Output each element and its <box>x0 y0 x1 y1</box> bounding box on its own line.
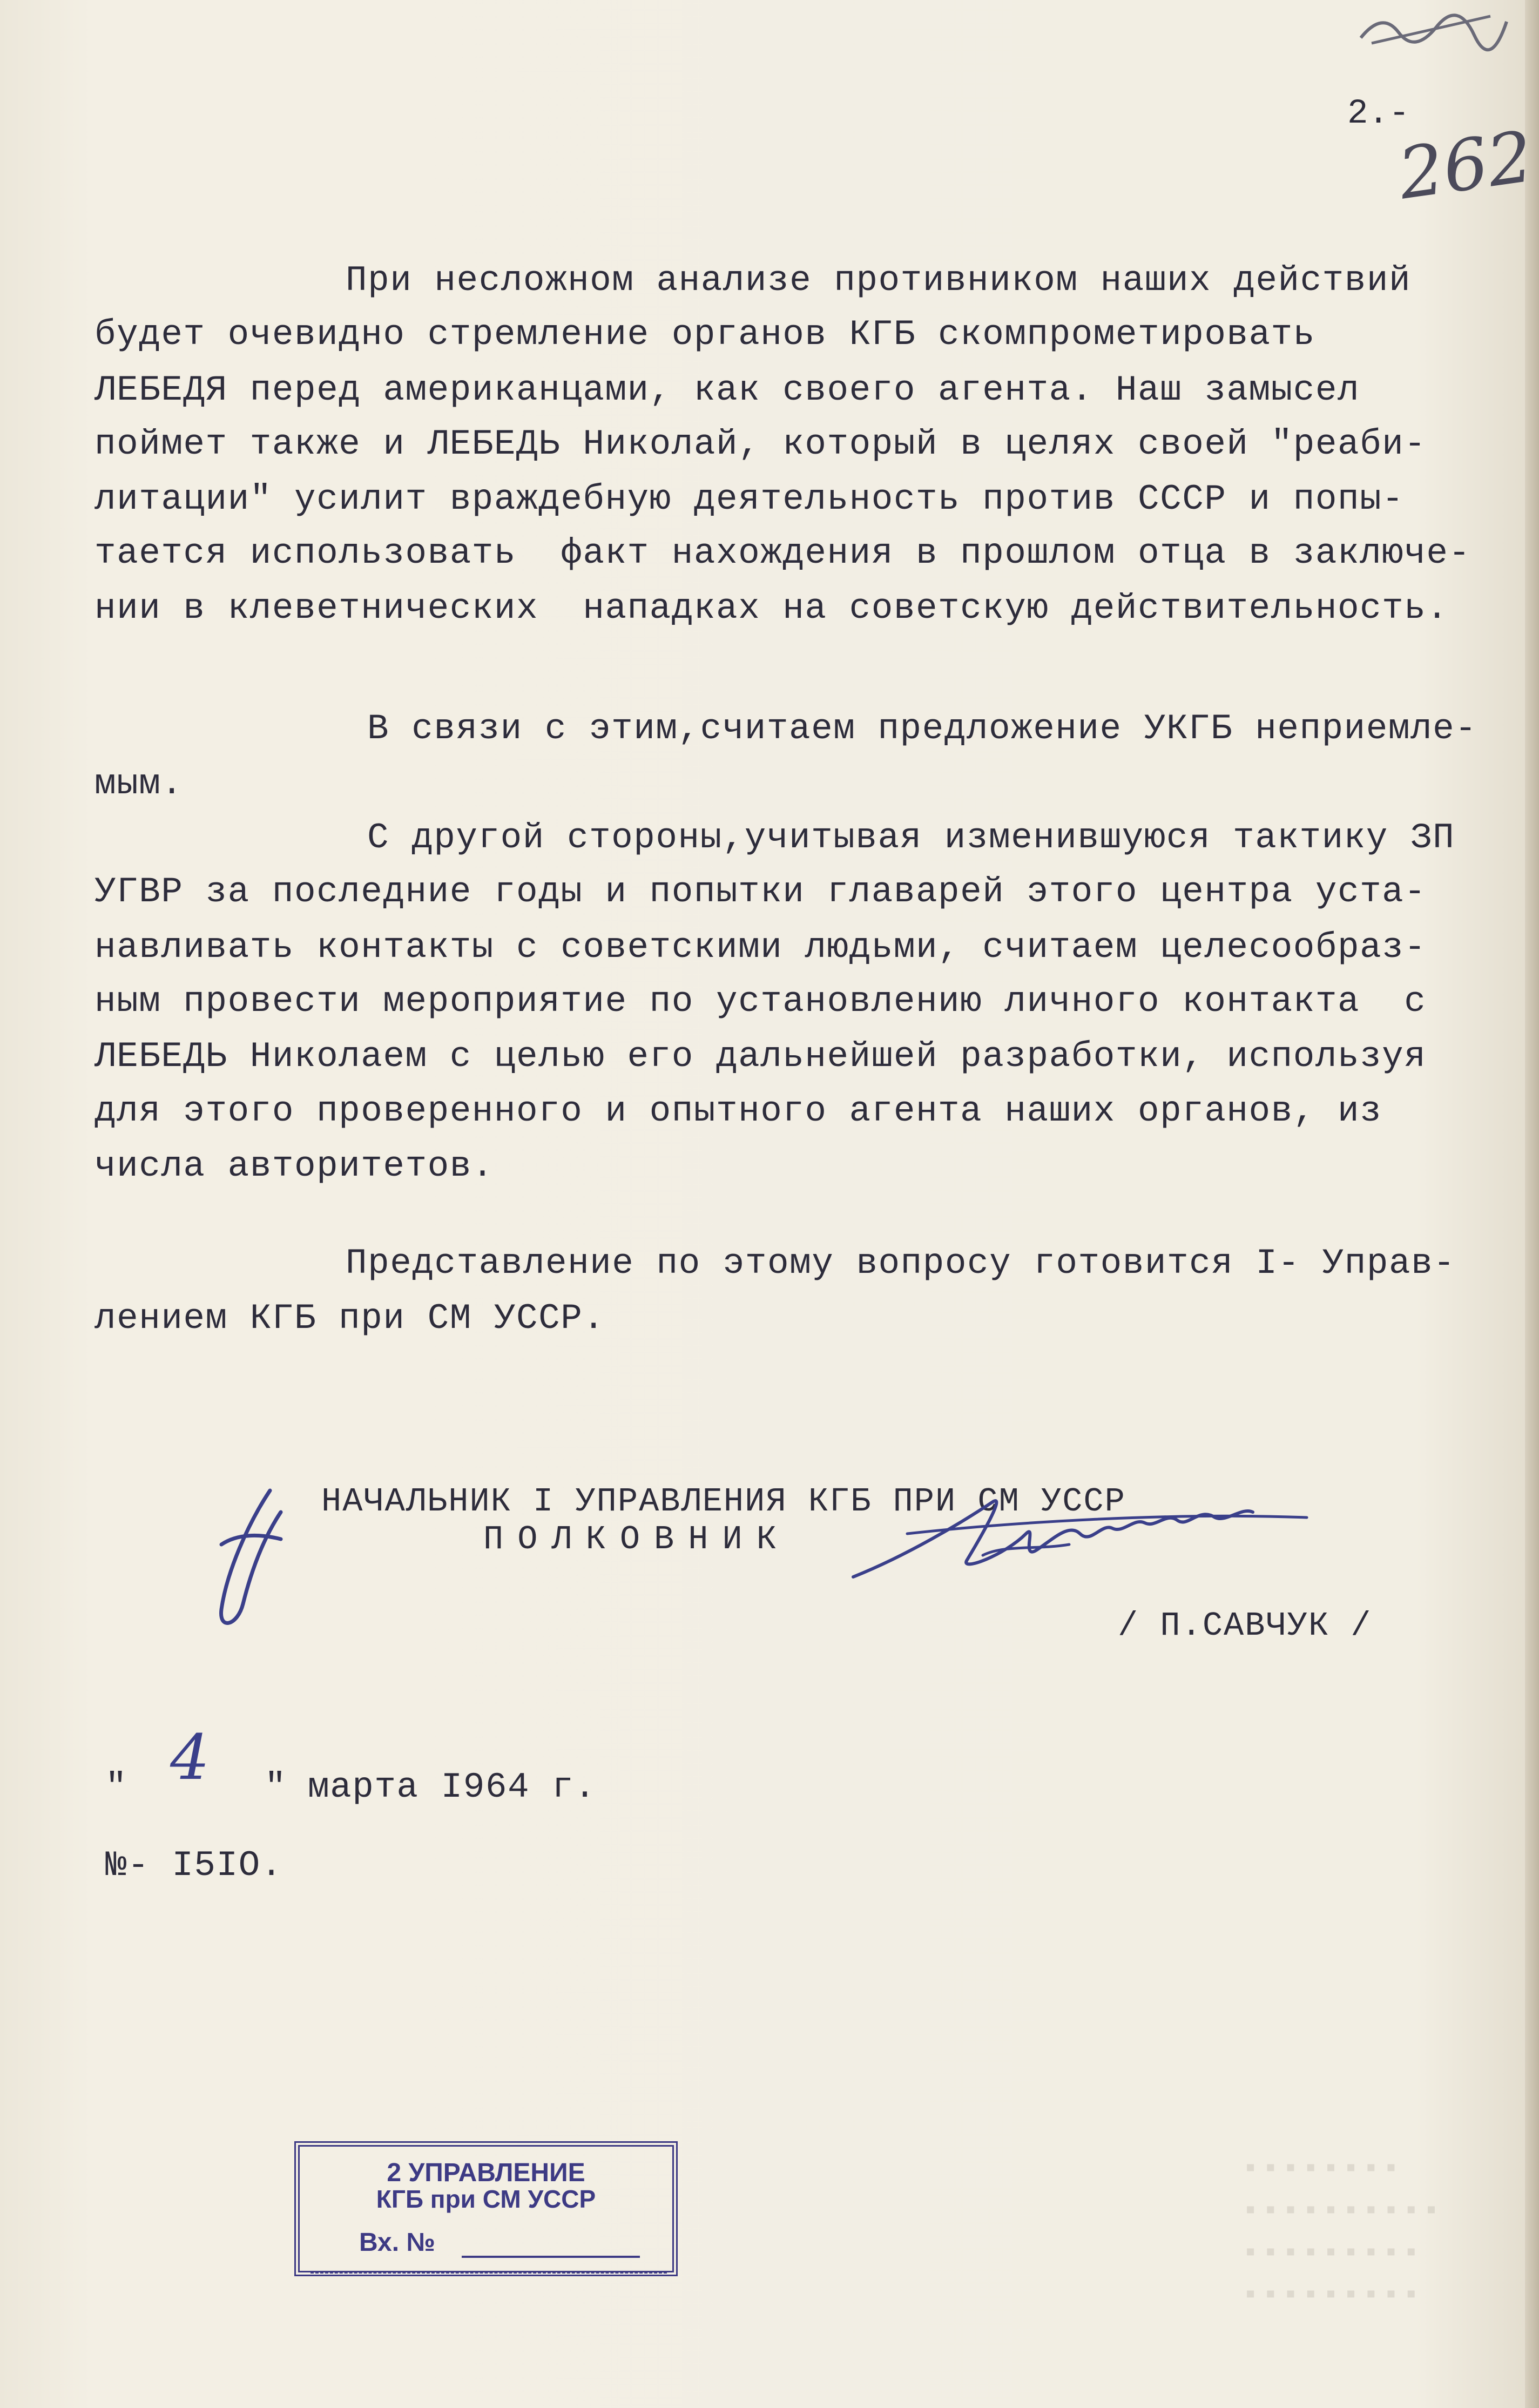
signatory-name: / П.САВЧУК / <box>1118 1607 1372 1645</box>
date-day-handwritten: 4 <box>170 1722 210 1794</box>
body-line: ным провести мероприятие по установлению личного контакта с <box>94 981 1427 1022</box>
body-line: тается использовать факт нахождения в прошлом отца в заключе- <box>94 533 1471 574</box>
body-line: Представление по этому вопросу готовится I- Управ- <box>346 1243 1456 1284</box>
body-line: будет очевидно стремление органов КГБ скомпрометировать <box>94 314 1315 355</box>
document-number: №- I5IO. <box>105 1845 283 1886</box>
stamp-fill-line <box>462 2256 640 2258</box>
registration-stamp <box>294 2141 678 2276</box>
stamp-line-3: Вх. № <box>359 2228 435 2257</box>
page-edge <box>1525 0 1539 2408</box>
bleed-through-text: ▪▪▪▪▪▪▪▪ ▪▪▪▪▪▪▪▪▪▪ ▪▪▪▪▪▪▪▪▪ ▪▪▪▪▪▪▪▪▪ <box>1242 2153 1443 2311</box>
stamp-line-2: КГБ при СМ УССР <box>376 2185 596 2213</box>
handwritten-page-number: 262 <box>1393 115 1538 215</box>
date-open-quote: " <box>105 1767 128 1807</box>
body-line: нии в клеветнических нападках на советскую действительность. <box>94 588 1449 629</box>
body-line: мым. <box>94 764 184 804</box>
body-line: УГВР за последние годы и попытки главарей этого центра уста- <box>94 872 1427 912</box>
signatory-rank: ПОЛКОВНИК <box>483 1520 791 1559</box>
body-line: литации" усилит враждебную деятельность против СССР и попы- <box>94 479 1405 520</box>
date-close-quote: " <box>265 1767 287 1807</box>
page-number: 2.- <box>1347 95 1410 133</box>
body-line: поймет также и ЛЕБЕДЬ Николай, который в целях своей "реаби- <box>94 424 1427 464</box>
body-line: лением КГБ при СМ УССР. <box>94 1298 605 1339</box>
body-line: ЛЕБЕДЯ перед американцами, как своего агента. Наш замысел <box>94 370 1360 410</box>
handwritten-initial-mark <box>205 1480 313 1642</box>
body-line: В связи с этим,считаем предложение УКГБ неприемле- <box>367 709 1477 749</box>
date-month-year: марта I964 г. <box>308 1767 597 1807</box>
stamp-line-1: 2 УПРАВЛЕНИЕ <box>387 2159 585 2187</box>
handwritten-signature <box>842 1469 1328 1604</box>
archive-scribble-mark <box>1350 5 1512 54</box>
body-line: навливать контакты с советскими людьми, считаем целесообраз- <box>94 927 1427 968</box>
body-line: числа авторитетов. <box>94 1146 494 1186</box>
body-line: При несложном анализе противником наших действий <box>346 260 1412 301</box>
body-line: С другой стороны,учитывая изменившуюся тактику ЗП <box>367 818 1455 858</box>
body-line: ЛЕБЕДЬ Николаем с целью его дальнейшей разработки, используя <box>94 1036 1427 1077</box>
body-line: для этого проверенного и опытного агента наших органов, из <box>94 1091 1382 1131</box>
signatory-title: НАЧАЛЬНИК I УПРАВЛЕНИЯ КГБ ПРИ СМ УССР <box>321 1482 1126 1521</box>
stamp-bottom-line <box>310 2272 667 2274</box>
